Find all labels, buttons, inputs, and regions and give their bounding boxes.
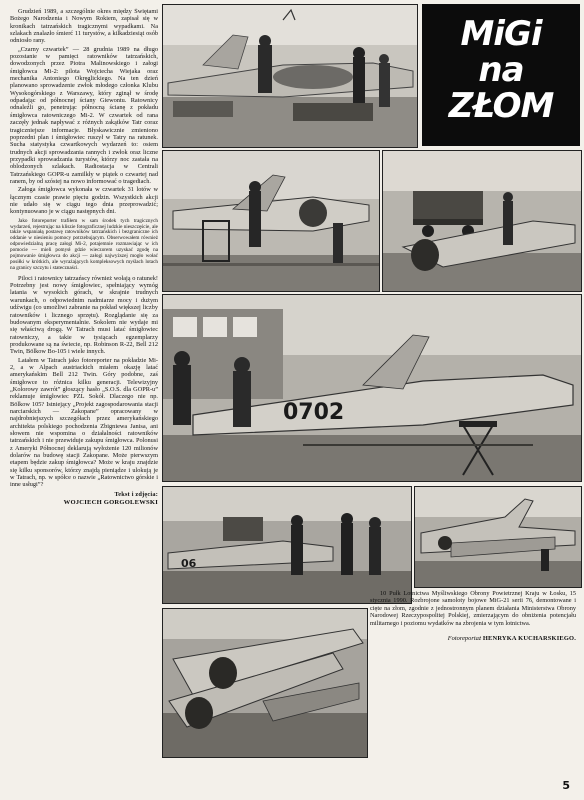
- photo-image: [163, 151, 379, 291]
- article-title: [422, 16, 580, 124]
- photo-parked-migs: [414, 486, 582, 588]
- page-number: 5: [562, 779, 570, 792]
- byline-label: Tekst i zdjęcia:: [114, 490, 158, 498]
- photo-credit: [370, 635, 576, 642]
- article-paragraph: Piloci i ratownicy tatrzańscy również wołają o ratunek! Potrzebny jest nowy śmigłowiec, spełniający wymóg latania w wysokich górach, w skrajnie trudnych warunkach, o odpowiednim nadmiarze mocy i dużym udźwigu (co umożliwi zabranie na pokład większej liczby ratowników i licznego sprzętu). Rozglądanie się za budowanym eksperymentalnie. Sokolem nie wydaje mi się właściwą drogą. W Tatrach musi latać śmigłowiec ratowniczy, a takie w tysiącach egzemplarzy produkowane są na świecie, np. Robinson R-22, Bell 212 Twin, Bölkow Bo-105 i wiele innych.: [10, 274, 158, 356]
- byline: [10, 491, 158, 507]
- aircraft-number: 06: [181, 557, 197, 570]
- photo-image: [163, 295, 581, 481]
- photo-image: [163, 609, 367, 757]
- title-line: ZŁOM: [448, 86, 554, 126]
- article-note: Jako fotoreporter trafiłem w sam środek tych tragicznych wydarzeń, rejestrując na kliszie fotograficznej ludzkie nieszczęście, ale także wspaniałą postawę ratowników tatrzańskich i bezgraniczne ich oddanie w niesieniu pomocy potrzebującym. Obserwowałem również odpowiedzialną pracę załogi Mi-2, potajemnie rozmawiając w ich pomocie — mieli pomysł gdzie wieczorem uzyskać zgodę na pojmowanie śmigłowca do akcji — załogi najwyższej mogło wołać posiłki w krótkich, ale wyrażających kompleksowych myślach lotach na granicy szczytu i statecznaści.: [10, 217, 158, 271]
- article-paragraph: Załoga śmigłowca wykonała w czwartek 31 lotów w łącznym czasie prawie pięciu godzin. Wszystkich akcji nie udało się w ciągu tego dnia przeprowadzić; kontynuowano je w ciągu następnych dni.: [10, 186, 158, 216]
- aircraft-number: 0702: [283, 400, 345, 425]
- photo-cut-fuselages: [162, 608, 368, 758]
- photo-crew-by-jets: [162, 486, 412, 604]
- caption-text: 10 Pułk Lotnictwa Myśliwskiego Obrony Powietrznej Kraju w Łosku, 15 stycznia 1990. Rozbrojone samoloty bojowe MiG-21 serii 76, demontowane i cięte na złom, zgodnie z jednostronnym planem działania Ministerstwa Obrony Narodowej Rzeczypospolitej Polskiej, zmierzającym do obniżenia potencjału militarnego i poziomu wydatków na zbrojenia w tym lotnictwa.: [370, 590, 576, 627]
- photo-image: [415, 487, 581, 587]
- title-line: na: [478, 50, 524, 90]
- article-text-column: [10, 8, 158, 782]
- title-line: MiGi: [460, 14, 542, 54]
- photo-image: [163, 5, 417, 147]
- photo-image: [163, 487, 411, 603]
- credit-label: Fotoreportaż: [447, 635, 482, 643]
- photo-migs-ground-crew: [162, 4, 418, 148]
- photo-image: [383, 151, 581, 291]
- credit-author: HENRYKA KUCHARSKIEGO.: [482, 635, 576, 643]
- byline-author: WOJCIECH GORGOLEWSKI: [63, 498, 158, 506]
- article-paragraph: Grudzień 1989, a szczególnie okres między Świętami Bożego Narodzenia i Nowym Rokiem, zapisał się w kronikach tatrzańskich tragicznymi wypadkami. Na szlakach znalazło śmierć 11 turystów, a kilkadziesiąt osób odniosło rany.: [10, 8, 158, 45]
- photo-mig-maintenance: [162, 150, 380, 292]
- photo-mig-0702: [162, 294, 582, 482]
- article-paragraph: Latałem w Tatrach jako fotoreporter na pokładzie Mi-2, a w Alpach austriackich miałem okazję latać amerykańskim Bell 212 Twin. Góry podobne, zaś śmigłowce to różnica kilku generacji. Telewizyjny „Kolorowy zawrót” głoszący hasło „S.O.S. dla GOPR-u” reklamuje śmigłowiec PZL Sokół. Dlaczego nie np. Bölkow 105? Istniejący „Projekt zagospodarowania stacji narciarskich — Zakopane” opracowany w najdrobniejszych szczegółach przez amerykańskiego architekta polskiego pochodzenia Zbigniewa Janisa, ani słowem nie wspomina o działalności ratowników tatrzańskich i nie przewiduje zakupu śmigłowca. Polonusi z Ameryki Północnej deklarują wyłożenie 120 milionów dolarów na budowę stacji Zakopane. Może pierwszym etapem będzie zakup śmigłowca? Może w kraju znajdzie się kilku sponsorów, którzy znajdą pieniądze i ulokują je w Tatrach, np. w spółce o nazwie „Ratownictwo górskie i inne usługi”?: [10, 356, 158, 489]
- photo-caption: [370, 590, 576, 642]
- article-paragraph: „Czarny czwartek” — 28 grudnia 1989 na długo pozostanie w pamięci ratowników tatrzańskich, dowodzonych przez Piotra Malinowskiego i załogi śmigłowca Mi-2: pilota Wojciecha Wiejaka oraz mechanika Antoniego Okręglickiego. Na ten dzień planowano sprowadzenie zwłok młodego członka Klubu Wysokogórskiego z Warszawy, który zginął w środę odpadając od północnej ściany Giewontu. Ratownicy odnaleźli go, penetrując północną ścianę z pokładu śmigłowca ratowniczego Mi-2. W czwartek od rana zaczęły jednak napływać z różnych zakątków Tatr coraz tragiczniejsze informacje. Błyskawicznie zmieniono poprzedni plan i śmigłowiec ruszył w Tatry na ratunek. Sucha statystyka czwartkowych wydarzeń to: osiem trudnych akcji sprowadzania rannych i zwłok oraz liczne przypadki sprowadzania turystów, którzy noc zastała na oblodzonych szlakach. Radiostacja w Centrali Tatrzańskiego GOPR-u zamilkły w piątek o czwartej nad ranem, by od szóstej na nowo informować o tragediach.: [10, 45, 158, 185]
- photo-truck-and-fuselage: [382, 150, 582, 292]
- title-block: [422, 4, 580, 146]
